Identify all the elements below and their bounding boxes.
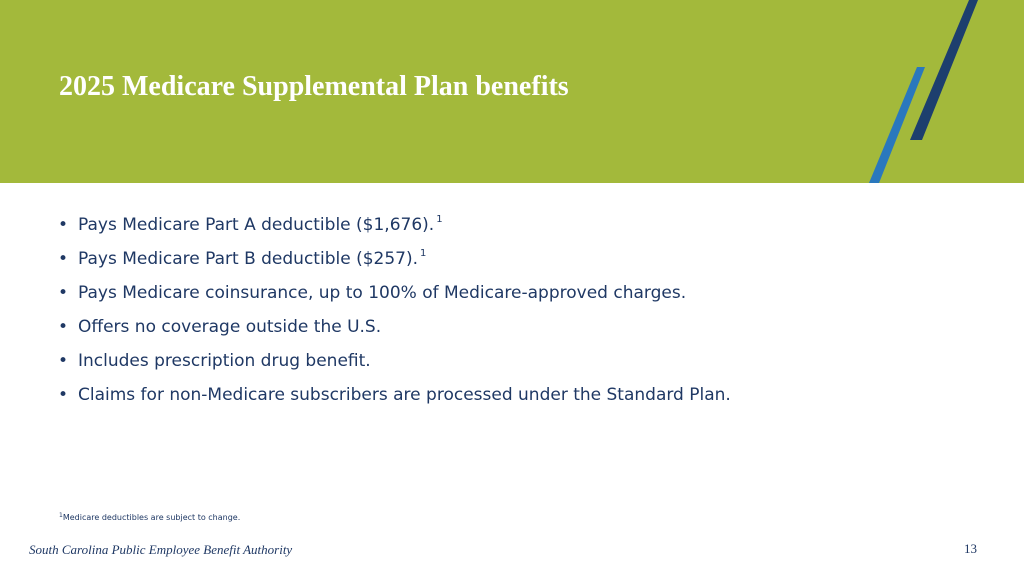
bullet-item — [58, 380, 731, 414]
footnote — [59, 513, 240, 522]
bullet-item — [58, 244, 731, 278]
footnote-text: Medicare deductibles are subject to change. — [62, 513, 241, 522]
slide-title: 2025 Medicare Supplemental Plan benefits — [59, 71, 569, 102]
bullet-item — [58, 210, 731, 244]
bullet-icon: • — [58, 317, 69, 337]
bullet-text: Includes prescription drug benefit. — [78, 351, 371, 371]
bullet-item — [58, 312, 731, 346]
bullet-item — [58, 346, 731, 380]
title-banner — [0, 0, 1024, 183]
bullet-item — [58, 278, 731, 312]
footnote-marker: 1 — [436, 214, 443, 225]
bullet-icon: • — [58, 385, 69, 405]
bullet-text: Claims for non-Medicare subscribers are processed under the Standard Plan. — [78, 385, 731, 405]
bullet-text: Pays Medicare Part A deductible ($1,676). — [78, 215, 435, 235]
bullet-icon: • — [58, 351, 69, 371]
bullet-icon: • — [58, 215, 69, 235]
page-number: 13 — [964, 541, 977, 556]
footnote-marker: 1 — [420, 248, 427, 259]
bullet-text: Pays Medicare coinsurance, up to 100% of Medicare-approved charges. — [78, 283, 687, 303]
footer-organization: South Carolina Public Employee Benefit Authority — [29, 542, 293, 557]
benefits-list — [58, 210, 731, 414]
bullet-icon: • — [58, 283, 69, 303]
bullet-icon: • — [58, 249, 69, 269]
bullet-text: Pays Medicare Part B deductible ($257). — [78, 249, 418, 269]
footnote-number: 1 — [59, 512, 63, 519]
bullet-text: Offers no coverage outside the U.S. — [78, 317, 382, 337]
